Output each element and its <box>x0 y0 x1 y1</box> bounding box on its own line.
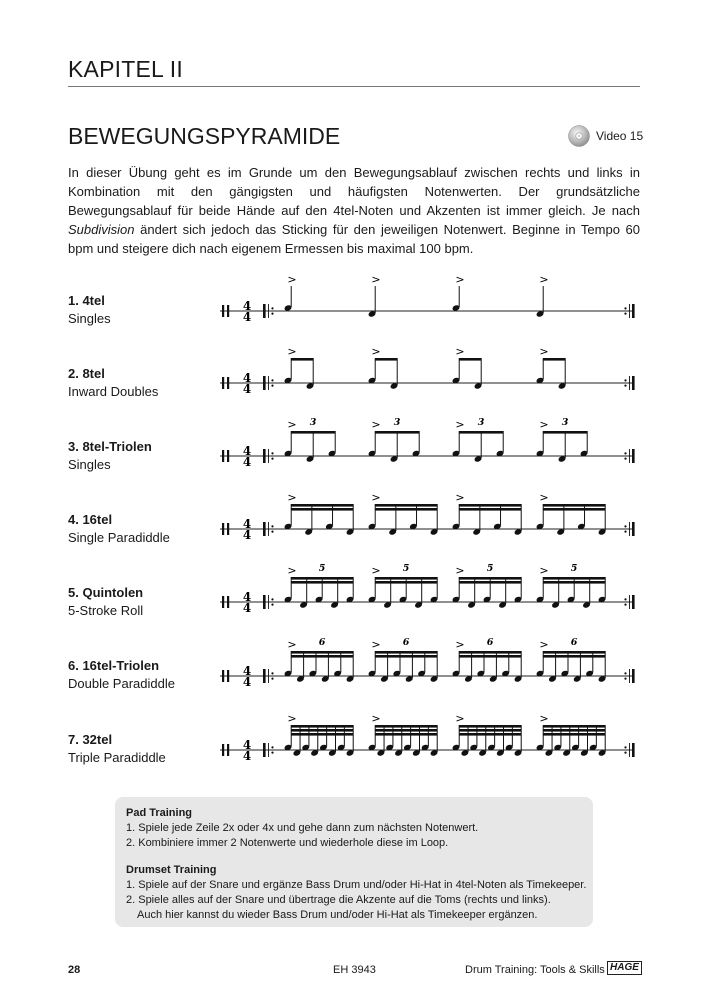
note-beam <box>291 577 353 580</box>
accent-mark: > <box>539 345 549 358</box>
publisher-logo: HAGE <box>607 961 642 975</box>
catalog-code: EH 3943 <box>333 964 376 976</box>
pad-training-line: 2. Kombiniere immer 2 Notenwerte und wiederhole diese im Loop. <box>126 837 449 849</box>
note-beam <box>291 729 353 732</box>
note-beam <box>543 508 605 511</box>
repeat-dot <box>271 379 273 381</box>
exercise-title: 2. 8tel <box>68 366 105 381</box>
tuplet-number: 3 <box>477 417 485 428</box>
tuplet-number: 3 <box>393 417 401 428</box>
exercise-title: 7. 32tel <box>68 732 113 747</box>
repeat-dot <box>624 379 626 381</box>
time-signature-top: 4 <box>242 517 252 531</box>
percussion-clef <box>227 670 229 682</box>
note-beam <box>543 725 605 728</box>
note-beam <box>543 651 605 654</box>
repeat-dot <box>624 313 626 315</box>
accent-mark: > <box>371 273 381 286</box>
repeat-dot <box>624 458 626 460</box>
accent-mark: > <box>455 345 465 358</box>
note-beam <box>459 358 481 361</box>
note-beam <box>375 431 419 434</box>
exercise-title: 1. 4tel <box>68 293 105 308</box>
time-signature-bottom: 4 <box>242 675 252 689</box>
percussion-clef <box>222 377 224 389</box>
note-beam <box>291 508 353 511</box>
exercise-subtitle: Single Paradiddle <box>68 530 170 545</box>
accent-mark: > <box>371 345 381 358</box>
percussion-clef <box>222 744 224 756</box>
training-tips-box <box>115 797 593 927</box>
time-signature-top: 4 <box>242 664 252 678</box>
accent-mark: > <box>287 273 297 286</box>
note-beam <box>291 358 313 361</box>
tuplet-number: 6 <box>570 637 578 648</box>
percussion-clef <box>222 450 224 462</box>
percussion-clef <box>227 523 229 535</box>
tuplet-number: 6 <box>486 637 494 648</box>
intro-text-1: In dieser Übung geht es im Grunde um den Bewegungsablauf zwischen rechts und links in Kombination mit den gängigsten und häufigsten Notenwerten. Der grundsätzliche Bewegungsablauf für beide Hände auf den 4tel-Noten und Akzenten ist immer gleich. Je nach <box>68 165 640 218</box>
note-beam <box>459 725 521 728</box>
accent-mark: > <box>371 491 381 504</box>
repeat-dot <box>271 598 273 600</box>
repeat-dot <box>624 604 626 606</box>
note-beam <box>291 733 353 736</box>
accent-mark: > <box>455 418 465 431</box>
accent-mark: > <box>539 418 549 431</box>
exercise-subtitle: Inward Doubles <box>68 384 159 399</box>
note-beam <box>543 733 605 736</box>
note-beam <box>375 577 437 580</box>
time-signature-bottom: 4 <box>242 455 252 469</box>
exercise-title: 6. 16tel-Triolen <box>68 658 160 673</box>
time-signature-top: 4 <box>242 738 252 752</box>
note-beam <box>543 504 605 507</box>
note-beam <box>543 729 605 732</box>
repeat-dot <box>271 604 273 606</box>
tuplet-number: 5 <box>402 563 410 574</box>
note-beam <box>291 655 353 658</box>
note-beam <box>375 504 437 507</box>
repeat-end-thick <box>632 449 635 463</box>
note-beam <box>291 651 353 654</box>
note-beam <box>459 733 521 736</box>
drumset-training-line: 2. Spiele alles auf der Snare und übertrage die Akzente auf die Toms (rechts und links). <box>126 894 551 906</box>
accent-mark: > <box>539 712 549 725</box>
section-title: BEWEGUNGSPYRAMIDE <box>68 123 341 149</box>
chapter-title: KAPITEL II <box>68 56 183 82</box>
note-beam <box>543 581 605 584</box>
accent-mark: > <box>287 345 297 358</box>
intro-emphasis: Subdivision <box>68 222 135 237</box>
repeat-dot <box>271 752 273 754</box>
repeat-dot <box>271 307 273 309</box>
tuplet-number: 6 <box>318 637 326 648</box>
note-beam <box>543 655 605 658</box>
repeat-dot <box>271 458 273 460</box>
repeat-dot <box>624 672 626 674</box>
note-beam <box>459 577 521 580</box>
percussion-clef <box>227 377 229 389</box>
note-beam <box>375 651 437 654</box>
intro-text-2: ändert sich jedoch das Sticking für den jeweiligen Notenwert. Beginne in Tempo 60 bpm und steigere dich nach eigenem Ermessen bis maximal 100 bpm. <box>68 222 640 256</box>
tuplet-number: 6 <box>402 637 410 648</box>
accent-mark: > <box>455 712 465 725</box>
repeat-dot <box>624 525 626 527</box>
tuplet-number: 5 <box>486 563 494 574</box>
note-beam <box>459 508 521 511</box>
time-signature-top: 4 <box>242 444 252 458</box>
accent-mark: > <box>287 712 297 725</box>
tuplet-number: 3 <box>309 417 317 428</box>
exercise-subtitle: Double Paradiddle <box>68 676 175 691</box>
repeat-dot <box>624 746 626 748</box>
note-beam <box>459 655 521 658</box>
note-beam <box>543 358 565 361</box>
repeat-dot <box>271 531 273 533</box>
repeat-start-thick <box>263 743 266 757</box>
percussion-clef <box>227 744 229 756</box>
repeat-dot <box>624 752 626 754</box>
tuplet-number: 5 <box>570 563 578 574</box>
note-beam <box>459 504 521 507</box>
note-beam <box>375 729 437 732</box>
note-beam <box>375 733 437 736</box>
accent-mark: > <box>287 564 297 577</box>
repeat-dot <box>624 385 626 387</box>
repeat-dot <box>624 598 626 600</box>
pad-training-heading: Pad Training <box>126 807 193 819</box>
note-beam <box>459 729 521 732</box>
note-beam <box>375 725 437 728</box>
repeat-dot <box>624 452 626 454</box>
exercise-subtitle: Triple Paradiddle <box>68 750 166 765</box>
accent-mark: > <box>287 491 297 504</box>
note-beam <box>291 431 335 434</box>
percussion-clef <box>227 305 229 317</box>
accent-mark: > <box>371 418 381 431</box>
time-signature-bottom: 4 <box>242 601 252 615</box>
time-signature-bottom: 4 <box>242 528 252 542</box>
note-beam <box>459 651 521 654</box>
exercise-title: 3. 8tel-Triolen <box>68 439 152 454</box>
accent-mark: > <box>371 638 381 651</box>
time-signature-bottom: 4 <box>242 310 252 324</box>
note-beam <box>375 358 397 361</box>
accent-mark: > <box>455 638 465 651</box>
accent-mark: > <box>371 564 381 577</box>
repeat-dot <box>271 313 273 315</box>
repeat-start-thick <box>263 669 266 683</box>
exercise-title: 5. Quintolen <box>68 585 144 600</box>
repeat-dot <box>271 678 273 680</box>
note-beam <box>291 581 353 584</box>
time-signature-bottom: 4 <box>242 382 252 396</box>
repeat-start-thick <box>263 595 266 609</box>
accent-mark: > <box>455 564 465 577</box>
accent-mark: > <box>539 564 549 577</box>
time-signature-top: 4 <box>242 299 252 313</box>
percussion-clef <box>222 670 224 682</box>
repeat-end-thick <box>632 595 635 609</box>
note-beam <box>375 655 437 658</box>
repeat-dot <box>271 385 273 387</box>
note-beam <box>375 581 437 584</box>
tuplet-number: 3 <box>561 417 569 428</box>
time-signature-top: 4 <box>242 371 252 385</box>
note-beam <box>543 431 587 434</box>
repeat-start-thick <box>263 376 266 390</box>
percussion-clef <box>222 523 224 535</box>
time-signature-top: 4 <box>242 590 252 604</box>
note-beam <box>459 431 503 434</box>
accent-mark: > <box>287 418 297 431</box>
accent-mark: > <box>539 491 549 504</box>
note-beam <box>291 504 353 507</box>
pad-training-line: 1. Spiele jede Zeile 2x oder 4x und gehe dann zum nächsten Notenwert. <box>126 822 479 834</box>
accent-mark: > <box>455 491 465 504</box>
repeat-start-thick <box>263 449 266 463</box>
book-title: Drum Training: Tools & Skills <box>465 964 605 976</box>
percussion-clef <box>222 596 224 608</box>
repeat-start-thick <box>263 522 266 536</box>
repeat-end-thick <box>632 522 635 536</box>
repeat-end-thick <box>632 743 635 757</box>
exercise-subtitle: Singles <box>68 457 111 472</box>
repeat-dot <box>271 525 273 527</box>
note-beam <box>291 725 353 728</box>
accent-mark: > <box>539 638 549 651</box>
note-beam <box>375 508 437 511</box>
exercise-title: 4. 16tel <box>68 512 113 527</box>
drumset-training-heading: Drumset Training <box>126 864 217 876</box>
repeat-start-thick <box>263 304 266 318</box>
repeat-dot <box>271 452 273 454</box>
percussion-clef <box>227 596 229 608</box>
accent-mark: > <box>371 712 381 725</box>
exercise-subtitle: 5-Stroke Roll <box>68 603 144 618</box>
percussion-clef <box>222 305 224 317</box>
note-beam <box>459 581 521 584</box>
repeat-dot <box>271 746 273 748</box>
accent-mark: > <box>539 273 549 286</box>
drumset-training-line: 1. Spiele auf der Snare und ergänze Bass Drum und/oder Hi-Hat in 4tel-Noten als Timekeeper. <box>126 879 587 891</box>
repeat-end-thick <box>632 304 635 318</box>
drumset-training-line: Auch hier kannst du wieder Bass Drum und/oder Hi-Hat als Timekeeper ergänzen. <box>137 909 538 921</box>
repeat-dot <box>271 672 273 674</box>
page-number: 28 <box>68 964 81 976</box>
repeat-dot <box>624 678 626 680</box>
repeat-end-thick <box>632 669 635 683</box>
exercise-subtitle: Singles <box>68 311 111 326</box>
percussion-clef <box>227 450 229 462</box>
repeat-dot <box>624 307 626 309</box>
repeat-dot <box>624 531 626 533</box>
tuplet-number: 5 <box>318 563 326 574</box>
accent-mark: > <box>287 638 297 651</box>
video-label: Video 15 <box>596 129 644 143</box>
accent-mark: > <box>455 273 465 286</box>
note-beam <box>543 577 605 580</box>
time-signature-bottom: 4 <box>242 749 252 763</box>
repeat-end-thick <box>632 376 635 390</box>
